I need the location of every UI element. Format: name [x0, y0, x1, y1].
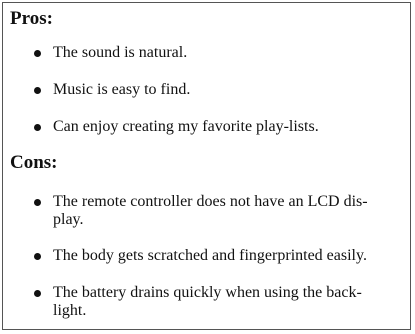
bullet-icon: [34, 124, 41, 131]
cons-item-3: [53, 284, 405, 320]
cons-item-1-line-2: play.: [53, 211, 84, 228]
bullet-icon: [34, 199, 41, 206]
cons-item-3-line-2: light.: [53, 302, 87, 319]
cons-item-3-line-1: The battery drains quickly when using the back-: [53, 284, 362, 301]
pros-item-2: Music is easy to find.: [53, 81, 191, 98]
pros-cons-box: [2, 2, 411, 330]
cons-heading: Cons:: [10, 152, 58, 173]
cons-item-2: The body gets scratched and fingerprinted easily.: [53, 247, 367, 264]
pros-item-1: The sound is natural.: [53, 44, 188, 61]
bullet-icon: [34, 87, 41, 94]
cons-item-1-line-1: The remote controller does not have an LCD dis-: [53, 193, 368, 210]
pros-item-3: Can enjoy creating my favorite play-lists.: [53, 118, 319, 135]
bullet-icon: [34, 290, 41, 297]
pros-heading: Pros:: [10, 8, 53, 29]
bullet-icon: [34, 50, 41, 57]
bullet-icon: [34, 253, 41, 260]
cons-item-1: [53, 193, 405, 229]
